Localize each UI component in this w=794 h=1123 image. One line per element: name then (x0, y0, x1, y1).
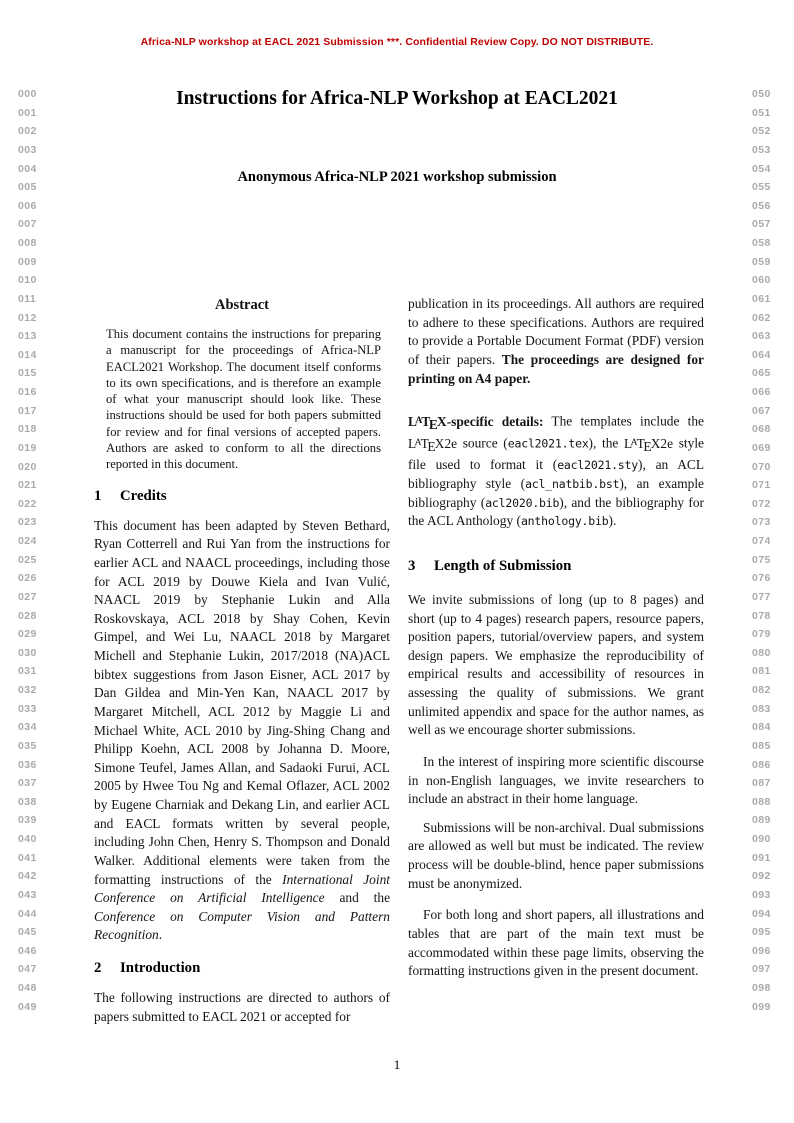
line-number: 031 (18, 665, 37, 678)
line-number: 095 (752, 926, 771, 939)
line-number: 080 (752, 646, 771, 659)
line-number: 053 (752, 143, 771, 156)
line-number: 019 (18, 441, 37, 454)
line-number: 007 (18, 218, 37, 231)
line-number: 042 (18, 870, 37, 883)
section-title: Credits (120, 487, 167, 504)
section-heading-introduction (94, 960, 390, 977)
line-number: 017 (18, 404, 37, 417)
line-number: 094 (752, 907, 771, 920)
section-number: 2 (94, 960, 102, 977)
left-column (94, 295, 390, 1026)
line-number: 050 (752, 88, 771, 100)
section-title: Introduction (120, 960, 201, 977)
line-number: 025 (18, 553, 37, 566)
line-number: 087 (752, 777, 771, 790)
line-number: 037 (18, 777, 37, 790)
paper-title: Instructions for Africa-NLP Workshop at EACL2021 (176, 88, 618, 109)
line-number: 077 (752, 590, 771, 603)
line-number: 099 (752, 1000, 771, 1013)
line-number: 082 (752, 684, 771, 696)
line-number: 060 (752, 274, 771, 287)
line-number: 035 (18, 739, 37, 752)
line-number: 003 (18, 143, 37, 156)
line-number: 061 (752, 292, 771, 305)
line-number: 047 (18, 963, 37, 976)
line-number: 032 (18, 684, 37, 696)
line-numbers-left (18, 85, 52, 1016)
section-heading-length-of-submission (408, 558, 704, 575)
line-number: 064 (752, 348, 771, 361)
line-number: 009 (18, 255, 37, 268)
line-number: 044 (18, 907, 37, 920)
line-number: 093 (752, 888, 771, 901)
length-paragraph-1: We invite submissions of long (up to 8 pages) and short (up to 4 pages) research papers, resource papers, position papers, tutorial/overview papers, and system design papers. We emphasize the reproducibility of empirical results and accessibility of resources in assessing the quality of submissions. We grant unlimited appendix and space for the author names, as well as we encourage shorter submissions. (408, 591, 704, 738)
line-number: 051 (752, 106, 771, 119)
line-number: 016 (18, 386, 37, 398)
line-number: 045 (18, 926, 37, 939)
length-paragraph-4: For both long and short papers, all illustrations and tables that are part of the main text must be accommodated within these page limits, observing the formatting instructions given in the present document. (408, 907, 704, 979)
line-number: 058 (752, 237, 771, 249)
line-number: 083 (752, 702, 771, 715)
abstract-heading: Abstract (215, 297, 269, 313)
line-number: 040 (18, 833, 37, 845)
line-number: 071 (752, 479, 771, 492)
line-number: 091 (752, 851, 771, 864)
line-number: 072 (752, 497, 771, 510)
length-paragraph-3: Submissions will be non-archival. Dual submissions are allowed as well but must be indicated. The review process will be double-blind, hence paper submissions must be anonymized. (408, 819, 704, 891)
line-number: 078 (752, 609, 771, 622)
line-number: 002 (18, 125, 37, 138)
line-number: 046 (18, 944, 37, 957)
line-number: 090 (752, 833, 771, 845)
line-numbers-right (752, 85, 786, 1016)
line-number: 059 (752, 255, 771, 268)
line-number: 030 (18, 646, 37, 659)
line-number: 000 (18, 88, 37, 100)
line-number: 055 (752, 181, 771, 194)
line-number: 020 (18, 460, 37, 473)
line-number: 079 (752, 628, 771, 641)
line-number: 029 (18, 628, 37, 641)
line-number: 011 (18, 292, 37, 305)
line-number: 069 (752, 441, 771, 454)
section-heading-credits (94, 488, 390, 505)
line-number: 010 (18, 274, 37, 287)
line-number: 073 (752, 516, 771, 529)
line-number: 018 (18, 423, 37, 436)
line-number: 057 (752, 218, 771, 231)
line-number: 092 (752, 870, 771, 883)
line-number: 036 (18, 758, 37, 771)
line-number: 027 (18, 590, 37, 603)
line-number: 068 (752, 423, 771, 436)
latex-details-paragraph: $L^ATEX$-specific details: The templates include the $L^ATEX2e$ source (eacl2021.tex), the $L^ATEX2e$ style file used to format it (eacl2021.sty), an ACL bibliography style (acl_natbib.bst), an example bibliography (acl2020.bib), and the bibliography for the ACL Anthology (anthology.bib). (408, 413, 705, 529)
section-number: 1 (94, 487, 102, 504)
line-number: 054 (752, 162, 771, 175)
line-number: 012 (18, 311, 37, 324)
line-number: 088 (752, 795, 771, 808)
line-number: 066 (752, 386, 771, 398)
line-number: 075 (752, 553, 771, 566)
line-number: 089 (752, 814, 771, 827)
line-number: 056 (752, 199, 771, 212)
line-number: 013 (18, 330, 37, 343)
line-number: 096 (752, 944, 771, 957)
line-number: 021 (18, 479, 37, 492)
line-number: 026 (18, 572, 37, 585)
line-number: 097 (752, 963, 771, 976)
line-number: 004 (18, 162, 37, 175)
line-number: 033 (18, 702, 37, 715)
introduction-continuation-paragraph: publication in its proceedings. All authors are required to adhere to these specifications. Authors are required to provide a Portable Document Format (PDF) version of their papers. The proceedings are designed for printing on A4 paper. (408, 296, 704, 386)
line-number: 038 (18, 795, 37, 808)
line-number: 039 (18, 814, 37, 827)
line-number: 074 (752, 535, 771, 547)
credits-paragraph: This document has been adapted by Steven Bethard, Ryan Cotterrell and Rui Yan from the instructions for earlier ACL and NAACL proceedings, including those for ACL 2019 by Douwe Kiela and Ivan Vulić, NAACL 2019 by Stephanie Lukin and Alla Roskovskaya, ACL 2018 by Shay Cohen, Kevin Gimpel, and Wei Lu, NAACL 2018 by Margaret Michell and Stephanie Lukin, 2017/2018 (NA)ACL bibtex suggestions from Jason Eisner, ACL 2017 by Dan Gildea and Min-Yen Kan, NAACL 2017 by Margaret Mitchell, ACL 2012 by Maggie Li and Michael White, ACL 2010 by Jing-Shing Chang and Philipp Koehn, ACL 2008 by Johanna D. Moore, Simone Teufel, James Allan, and Sadaoki Furui, ACL 2005 by Hwee Tou Ng and Kemal Oflazer, ACL 2002 by Eugene Charniak and Dekang Lin, and earlier ACL and EACL formats written by several people, including John Chen, Henry S. Thompson and Donald Walker. Additional elements were taken from the formatting instructions of the International Joint Conference on Artificial Intelligence and the Conference on Computer Vision and Pattern Recognition. (94, 517, 391, 943)
line-number: 014 (18, 348, 37, 361)
line-number: 062 (752, 311, 771, 324)
line-number: 001 (18, 106, 37, 119)
confidential-review-banner: Africa-NLP workshop at EACL 2021 Submission ***. Confidential Review Copy. DO NOT DISTRIBUTE. (140, 36, 654, 48)
line-number: 015 (18, 367, 37, 380)
line-number: 034 (18, 721, 37, 734)
line-number: 098 (752, 982, 771, 994)
line-number: 063 (752, 330, 771, 343)
right-column (408, 295, 704, 981)
introduction-paragraph: The following instructions are directed to authors of papers submitted to EACL 2021 or accepted for (94, 990, 390, 1024)
line-number: 043 (18, 888, 37, 901)
line-number: 081 (752, 665, 771, 678)
line-number: 049 (18, 1000, 37, 1013)
length-paragraph-2: In the interest of inspiring more scientific discourse in non-English languages, we invite researchers to include an abstract in their home language. (408, 753, 704, 807)
line-number: 070 (752, 460, 771, 473)
line-number: 028 (18, 609, 37, 622)
line-number: 005 (18, 181, 37, 194)
line-number: 084 (752, 721, 771, 734)
line-number: 067 (752, 404, 771, 417)
line-number: 022 (18, 497, 37, 510)
line-number: 052 (752, 125, 771, 138)
line-number: 006 (18, 199, 37, 212)
line-number: 024 (18, 535, 37, 547)
line-number: 048 (18, 982, 37, 994)
line-number: 076 (752, 572, 771, 585)
line-number: 023 (18, 516, 37, 529)
line-number: 085 (752, 739, 771, 752)
line-number: 041 (18, 851, 37, 864)
line-number: 065 (752, 367, 771, 380)
line-number: 008 (18, 237, 37, 249)
abstract-text: This document contains the instructions for preparing a manuscript for the proceedings of Africa-NLP EACL2021 Workshop. The document itself conforms to its own specifications, and is therefore an example of what your manuscript should look like. These instructions should be used for both papers submitted for review and for final versions of accepted papers. Authors are asked to conform to all the directions reported in this document. (106, 327, 381, 472)
line-number: 086 (752, 758, 771, 771)
section-number: 3 (408, 557, 416, 574)
section-title: Length of Submission (434, 557, 572, 574)
author-line: Anonymous Africa-NLP 2021 workshop submission (237, 169, 557, 185)
page-number: 1 (393, 1057, 401, 1072)
